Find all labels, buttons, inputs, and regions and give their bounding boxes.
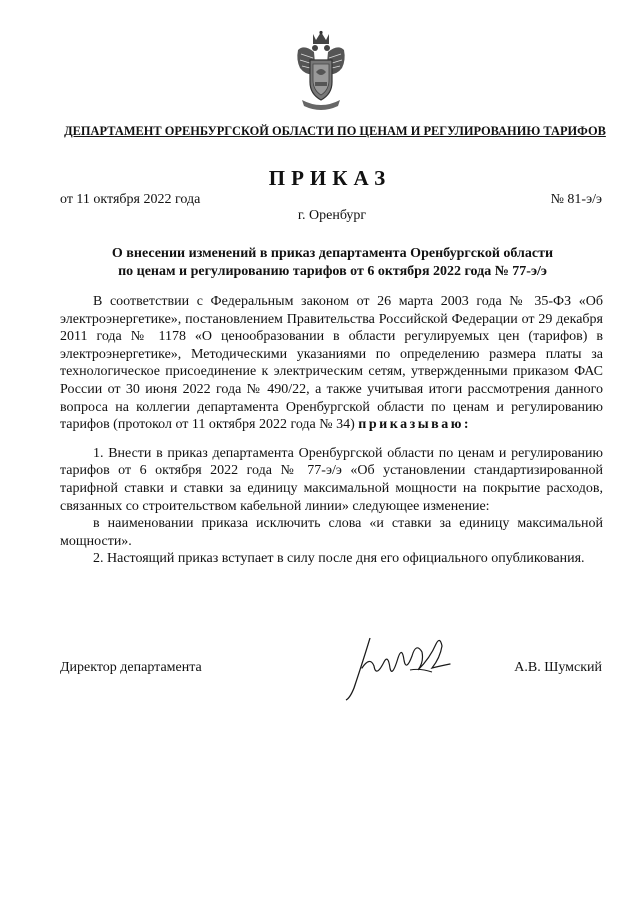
item-2-paragraph: 2. Настоящий приказ вступает в силу после дня его официального опубликования.: [93, 551, 585, 567]
order-body: [60, 293, 603, 568]
order-date: от 11 октября 2022 года: [60, 192, 201, 207]
preamble-paragraph: [60, 293, 603, 434]
handwritten-signature: [340, 628, 458, 702]
signatory-name: А.В. Шумский: [514, 660, 602, 675]
document-title: ПРИКАЗ: [268, 166, 392, 190]
subject-line-1: О внесении изменений в приказ департамента Оренбургской области: [111, 246, 554, 261]
coat-of-arms-icon: [294, 30, 348, 110]
item-1-paragraph: 1. Внести в приказ департамента Оренбургской области по ценам и регулированию тарифов от 6 октября 2022 года № 77-э/э «Об установлении стандартизированной тарифной ставки и ставки за единицу максимальной мощности на покрытие расходов, связанных со строительством кабельной линии» следующее изменение:: [60, 445, 603, 514]
subject-line-2: по ценам и регулированию тарифов от 6 октября 2022 года № 77-э/э: [118, 264, 547, 279]
order-city: г. Оренбург: [297, 208, 367, 223]
order-number: № 81-э/э: [550, 192, 602, 207]
preamble-text: В соответствии с Федеральным законом от 26 марта 2003 года № 35-ФЗ «Об электроэнергетике», постановлением Правительства Российской Федерации от 29 декабря 2011 года № 1178 «О ценообразовании в области регулируемых цен (тарифов) в электроэнергетике», Методическими указаниями по определению размера платы за технологическое присоединение к электрическим сетям, утвержденными приказом ФАС России от 30 июня 2022 года № 490/22, а также учитывая итоги рассмотрения данного вопроса на коллегии департамента Оренбургской области по ценам и регулированию тарифов (протокол от 11 октября 2022 года № 34): [60, 294, 603, 433]
order-subject: [60, 245, 605, 281]
department-name: ДЕПАРТАМЕНТ ОРЕНБУРГСКОЙ ОБЛАСТИ ПО ЦЕНАМ И РЕГУЛИРОВАНИЮ ТАРИФОВ: [64, 124, 606, 138]
order-word: приказываю:: [358, 417, 472, 433]
item-1-change-paragraph: в наименовании приказа исключить слова «и ставки за единицу максимальной мощности».: [60, 516, 603, 549]
signatory-position: Директор департамента: [60, 660, 202, 675]
